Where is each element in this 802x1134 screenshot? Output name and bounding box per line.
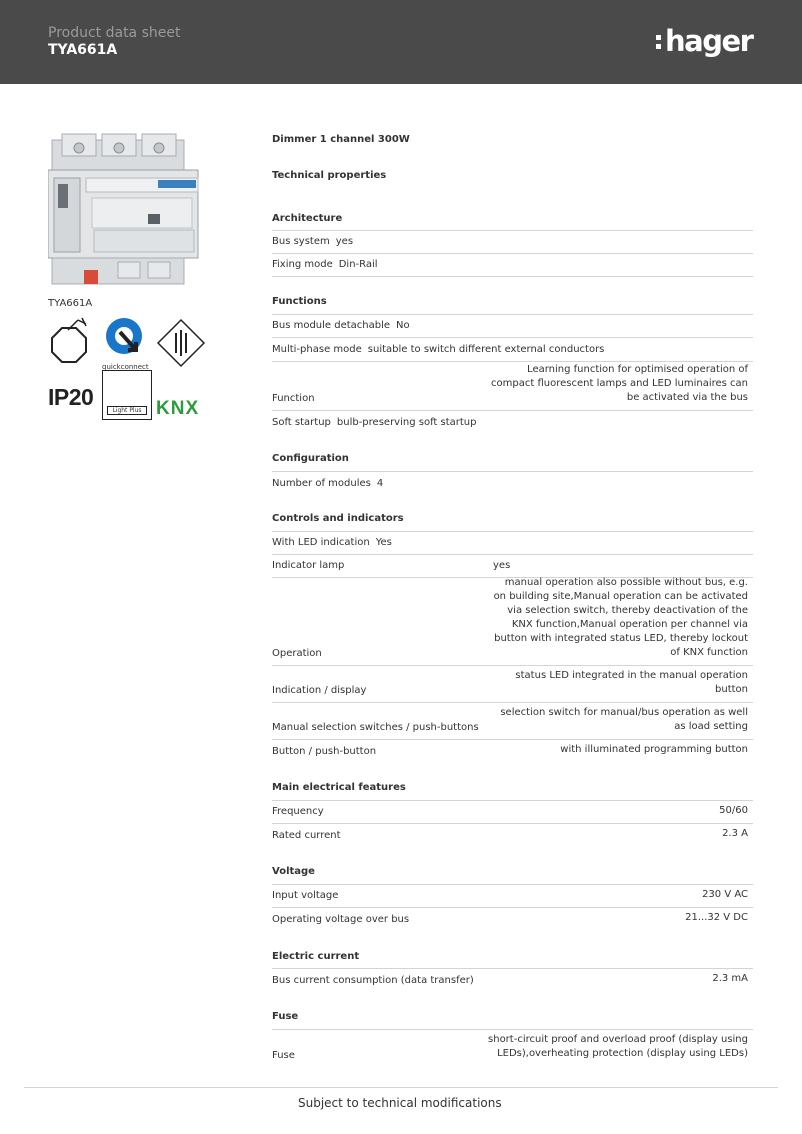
spec-key: Operation [272, 648, 322, 659]
section-heading-fuse: Fuse [272, 1011, 299, 1022]
safety-class-ii-icon [156, 318, 206, 368]
spec-value: 50/60 [719, 805, 748, 816]
section-heading-architecture: Architecture [272, 213, 343, 224]
footer-note: Subject to technical modifications [298, 1096, 502, 1110]
spec-value: 21...32 V DC [685, 912, 748, 923]
section-heading-functions: Functions [272, 296, 327, 307]
spec-key: Button / push-button [272, 746, 377, 757]
spec-value: 2.3 mA [712, 973, 748, 984]
spec-row [272, 968, 753, 990]
spec-row [272, 314, 753, 338]
spec-row [272, 254, 753, 277]
spec-row [272, 362, 753, 411]
spec-value: yes [335, 236, 354, 247]
spec-row [272, 230, 753, 254]
section-heading-current: Electric current [272, 951, 360, 962]
spec-value: 230 V AC [702, 889, 748, 900]
light-plus-icon [102, 370, 152, 420]
spec-key: Operating voltage over bus [272, 914, 410, 925]
footer-divider [24, 1087, 778, 1088]
spec-key: Number of modules [272, 478, 371, 489]
quickconnect-icon [102, 316, 149, 371]
spec-row [272, 824, 753, 846]
section-subtitle: Technical properties [272, 170, 387, 181]
spec-value: status LED integrated in the manual operation button [515, 670, 748, 695]
spec-row [272, 411, 753, 433]
spec-value: Din-Rail [338, 259, 378, 270]
hager-logo [656, 24, 752, 58]
spec-value: short-circuit proof and overload proof (display using LEDs),overheating protection (display using LEDs) [488, 1034, 748, 1059]
spec-key: Fuse [272, 1050, 295, 1061]
section-heading-electrical: Main electrical features [272, 782, 406, 793]
knx-icon [156, 398, 199, 420]
document-type: Product data sheet [48, 25, 181, 41]
spec-key: Bus system [272, 236, 330, 247]
light-plus-label: Light Plus [107, 406, 147, 415]
spec-row [272, 471, 753, 493]
spec-value: 2.3 A [722, 828, 748, 839]
spec-key: Frequency [272, 806, 324, 817]
quickconnect-mark [102, 316, 148, 358]
spec-row [272, 1029, 753, 1065]
product-code: TYA661A [48, 42, 118, 58]
spec-value: Yes [375, 537, 392, 548]
spec-row [272, 703, 753, 740]
spec-value: selection switch for manual/bus operation as well as load setting [500, 707, 748, 732]
spec-row [272, 740, 753, 762]
spec-row [272, 555, 753, 578]
product-image [48, 130, 200, 292]
quickconnect-label: quickconnect [102, 363, 149, 371]
luminaire-symbol-icon [48, 316, 90, 368]
logo-text: hager [665, 24, 753, 58]
spec-key: Multi-phase mode [272, 344, 362, 355]
spec-key: Indication / display [272, 685, 367, 696]
ip20-icon: IP20 [48, 384, 94, 410]
spec-value: No [396, 320, 410, 331]
spec-key: Soft startup [272, 417, 331, 428]
spec-value: Learning function for optimised operation of compact fluorescent lamps and LED luminaires can be activated via the bus [491, 364, 748, 403]
section-heading-configuration: Configuration [272, 453, 349, 464]
spec-value: 4 [376, 478, 384, 489]
spec-key: Bus current consumption (data transfer) [272, 975, 474, 986]
spec-row [272, 578, 753, 666]
spec-key: With LED indication [272, 537, 370, 548]
section-heading-voltage: Voltage [272, 866, 315, 877]
spec-value: manual operation also possible without bus, e.g. on building site,Manual operation can be activated via selection switch, thereby deactivation of the KNX function,Manual operation per channel via button with integrated status LED, thereby lockout of KNX function [493, 577, 748, 658]
spec-key: Bus module detachable [272, 320, 391, 331]
spec-key: Input voltage [272, 890, 339, 901]
page-header [0, 0, 802, 84]
spec-row [272, 338, 753, 362]
product-title: Dimmer 1 channel 300W [272, 134, 410, 145]
section-heading-controls: Controls and indicators [272, 513, 404, 524]
spec-row [272, 531, 753, 555]
spec-key: Manual selection switches / push-buttons [272, 722, 479, 733]
product-caption: TYA661A [48, 298, 93, 309]
spec-key: Function [272, 393, 315, 404]
spec-key: Rated current [272, 830, 341, 841]
spec-value: bulb-preserving soft startup [336, 417, 477, 428]
spec-row [272, 884, 753, 908]
spec-value: with illuminated programming button [560, 744, 748, 755]
knx-label: KNX [156, 398, 200, 419]
spec-key: Indicator lamp [272, 560, 345, 571]
spec-row [272, 908, 753, 930]
spec-value: yes [493, 560, 511, 571]
spec-row [272, 800, 753, 824]
spec-value: suitable to switch different external conductors [367, 344, 605, 355]
spec-key: Fixing mode [272, 259, 333, 270]
spec-row [272, 666, 753, 703]
